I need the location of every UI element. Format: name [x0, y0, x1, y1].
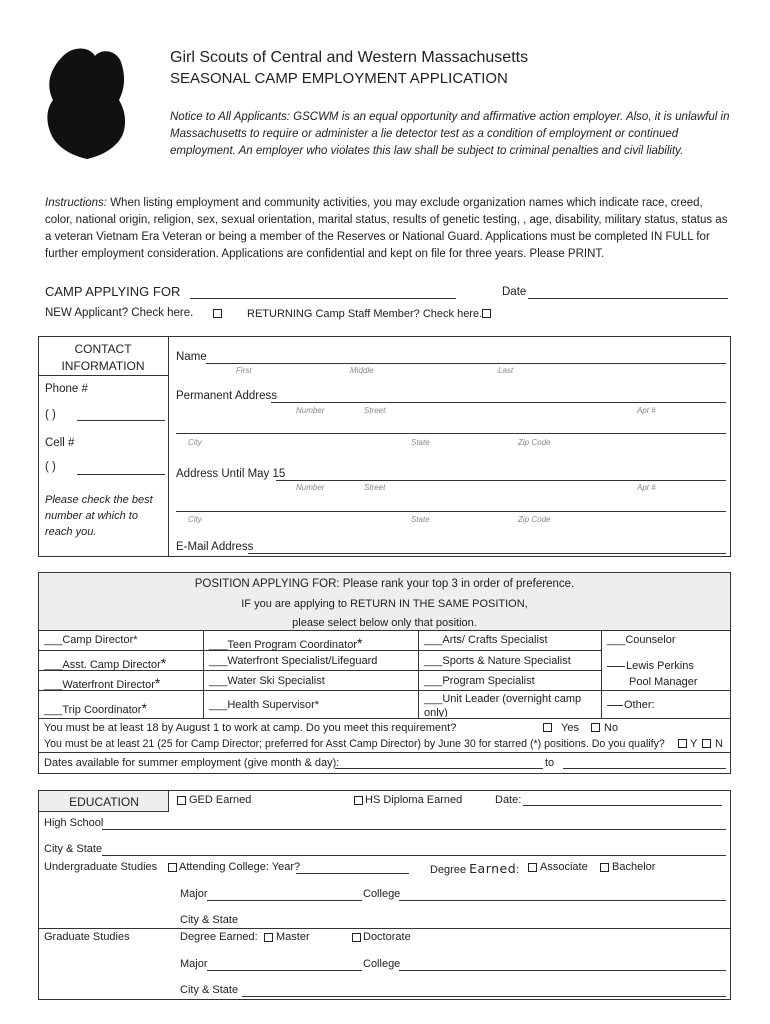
state-hint-2: State — [411, 515, 430, 524]
city-hint-2: City — [188, 515, 202, 524]
age21-y-label: Y — [690, 738, 698, 750]
contact-heading-rule — [38, 375, 168, 376]
ged-checkbox[interactable] — [177, 796, 186, 805]
option-lewis-perkins[interactable]: Lewis Perkins — [626, 660, 694, 672]
date-field[interactable] — [528, 298, 728, 299]
address-until-field[interactable] — [276, 480, 726, 481]
option-sports-nature[interactable] — [424, 655, 571, 667]
notice-text: Notice to All Applicants: GSCWM is an equal opportunity and affirmative action employer. Also, it is unlawful in Massachusetts to require or administer a lie detector test as a condition of employment or continued employment. An employer who violates this law shall be subject to criminal penalties and civil liability. — [170, 111, 730, 157]
age18-yes-checkbox[interactable] — [543, 723, 552, 732]
camp-applying-for-label: CAMP APPLYING FOR — [45, 284, 181, 299]
option-blank: ___ — [44, 679, 63, 691]
option-health-supervisor[interactable] — [209, 699, 319, 711]
undergrad-rule — [38, 928, 731, 929]
graduate-label: Graduate Studies — [44, 931, 130, 943]
option-unit-leader[interactable] — [424, 692, 584, 717]
master-label: Master — [276, 931, 310, 943]
grad-city-state-label: City & State — [180, 984, 239, 996]
option-label: Arts/ Crafts Specialist — [442, 634, 548, 646]
age18-question: You must be at least 18 by August 1 to work at camp. Do you meet this requirement? — [44, 722, 457, 734]
degree-word: Degree — [430, 864, 470, 876]
option-blank: ___ — [209, 699, 228, 711]
permanent-city-field[interactable] — [176, 433, 726, 434]
option-label: Camp Director* — [62, 634, 138, 646]
attending-year-field[interactable] — [296, 873, 409, 874]
option-blank: ___ — [44, 704, 63, 716]
form-title: SEASONAL CAMP EMPLOYMENT APPLICATION — [170, 70, 508, 87]
dates-available-label: Dates available for summer employment (give month & day): — [44, 757, 340, 769]
phone-label: Phone # — [45, 383, 88, 395]
new-applicant-label: NEW Applicant? Check here. — [45, 307, 194, 319]
new-applicant-checkbox[interactable] — [213, 309, 222, 318]
street-hint-2: Street — [364, 483, 386, 492]
option-arts-crafts[interactable] — [424, 634, 548, 646]
age21-no-checkbox[interactable] — [702, 739, 711, 748]
org-name: Girl Scouts of Central and Western Massachusetts — [170, 49, 529, 66]
ged-label: GED Earned — [189, 794, 252, 806]
doctorate-label: Doctorate — [363, 931, 411, 943]
position-rule-4 — [38, 718, 731, 719]
option-blank: ___ — [44, 659, 63, 671]
instructions-label: Instructions: — [45, 197, 107, 209]
hs-city-state-field[interactable] — [102, 855, 726, 856]
option-blank: ___ — [607, 634, 626, 646]
undergrad-city-state-label: City & State — [180, 914, 239, 926]
phone-area-code: ( ) — [45, 409, 56, 421]
instructions-paragraph — [45, 195, 730, 263]
zip-hint-2: Zip Code — [518, 515, 551, 524]
option-label: Program Specialist — [442, 675, 535, 687]
age21-question: You must be at least 21 (25 for Camp Director; preferred for Asst Camp Director) by June 30 for starred (*) positions. Do you qualify? — [44, 738, 665, 750]
undergrad-college-field[interactable] — [399, 900, 726, 901]
city-hint: City — [188, 438, 202, 447]
grad-college-field[interactable] — [399, 970, 726, 971]
name-field[interactable] — [206, 363, 726, 364]
position-heading-2: IF you are applying to RETURN IN THE SAME POSITION, — [241, 598, 528, 610]
position-heading-3: please select below only that position. — [292, 617, 477, 629]
high-school-label: High School — [44, 817, 104, 829]
position-rule-5 — [38, 752, 731, 753]
star-mark: * — [160, 655, 167, 671]
education-heading: EDUCATION — [69, 795, 139, 809]
option-teen-program-coordinator[interactable] — [209, 635, 362, 651]
age21-n-label: N — [715, 738, 723, 750]
cell-label: Cell # — [45, 437, 75, 449]
permanent-address-field[interactable] — [271, 402, 726, 403]
option-blank: ___ — [209, 655, 228, 667]
option-blank: ___ — [424, 675, 443, 687]
attending-college-label: Attending College: Year? — [179, 861, 301, 873]
option-pool-manager: Pool Manager — [629, 676, 698, 688]
contact-heading-2: INFORMATION — [61, 359, 145, 373]
first-hint: First — [236, 366, 252, 375]
doctorate-checkbox[interactable] — [352, 933, 361, 942]
position-col-3 — [601, 630, 602, 718]
date-label: Date — [502, 286, 527, 298]
option-label: Trip Coordinator — [62, 704, 142, 716]
returning-checkbox[interactable] — [482, 309, 491, 318]
undergrad-label: Undergraduate Studies — [44, 861, 158, 873]
position-rule-0 — [38, 630, 731, 631]
hs-diploma-checkbox[interactable] — [354, 796, 363, 805]
position-col-2 — [418, 630, 419, 718]
grad-college-label: College — [363, 958, 401, 970]
address-until-label: Address Until May 15 — [176, 468, 286, 480]
star-mark: * — [141, 700, 147, 716]
option-label: Sports & Nature Specialist — [442, 655, 571, 667]
best-number-note: Please check the best number at which to reach you. — [45, 494, 153, 538]
number-hint-2: Number — [296, 483, 325, 492]
grad-major-field[interactable] — [207, 970, 362, 971]
apt-hint: Apt # — [637, 406, 656, 415]
hs-diploma-label: HS Diploma Earned — [365, 794, 463, 806]
option-waterfront-director[interactable] — [44, 675, 160, 691]
option-label: Teen Program Coordinator — [227, 639, 357, 651]
associate-label: Associate — [540, 861, 588, 873]
cell-field[interactable] — [77, 474, 165, 475]
option-label: Waterfront Specialist/Lifeguard — [227, 655, 378, 667]
bachelor-label: Bachelor — [612, 861, 656, 873]
apt-hint-2: Apt # — [637, 483, 656, 492]
phone-field[interactable] — [77, 420, 165, 421]
dates-to-field[interactable] — [563, 768, 726, 769]
education-date-label: Date: — [495, 794, 522, 806]
earned-word: Earned — [469, 861, 517, 876]
age18-no-label: No — [604, 722, 619, 734]
option-camp-director[interactable] — [44, 634, 138, 646]
option-asst-camp-director[interactable] — [44, 655, 166, 671]
email-field[interactable] — [248, 553, 726, 554]
position-col-1 — [203, 630, 204, 718]
option-blank: ___ — [209, 675, 228, 687]
returning-label: RETURNING Camp Staff Member? Check here. — [247, 308, 483, 320]
permanent-address-label: Permanent Address — [176, 390, 278, 402]
position-heading-1: POSITION APPLYING FOR: Please rank your top 3 in order of preference. — [194, 578, 575, 590]
option-blank: ___ — [424, 655, 443, 667]
option-label: Asst. Camp Director — [62, 659, 161, 671]
lewis-blank — [607, 666, 625, 667]
option-label: Health Supervisor* — [227, 699, 320, 711]
age18-no-checkbox[interactable] — [591, 723, 600, 732]
last-hint: Last — [498, 366, 514, 375]
option-water-ski-specialist[interactable] — [209, 675, 325, 687]
option-waterfront-specialist[interactable] — [209, 655, 377, 667]
grad-major-label: Major — [180, 958, 208, 970]
age18-yes-label: Yes — [561, 722, 579, 734]
high-school-field[interactable] — [102, 829, 726, 830]
associate-checkbox[interactable] — [528, 863, 537, 872]
number-hint: Number — [296, 406, 325, 415]
undergrad-college-label: College — [363, 888, 401, 900]
option-trip-coordinator[interactable] — [44, 700, 147, 716]
contact-heading-1: CONTACT — [74, 342, 132, 356]
dates-from-field[interactable] — [335, 768, 543, 769]
street-hint: Street — [364, 406, 386, 415]
undergrad-major-label: Major — [180, 888, 208, 900]
star-mark: * — [356, 635, 363, 651]
address-until-city-field[interactable] — [176, 511, 726, 512]
option-other[interactable]: Other: — [624, 699, 655, 711]
hs-city-state-label: City & State — [44, 843, 103, 855]
degree-earned-label: Degree Earned: — [430, 861, 520, 876]
trefoil-logo — [45, 48, 127, 160]
bachelor-checkbox[interactable] — [600, 863, 609, 872]
grad-degree-earned-label: Degree Earned: — [180, 931, 258, 943]
zip-hint: Zip Code — [518, 438, 551, 447]
option-label: Water Ski Specialist — [227, 675, 325, 687]
star-mark: * — [154, 675, 161, 691]
option-counselor[interactable] — [607, 634, 676, 646]
option-label: Unit Leader (overnight camp only) — [424, 693, 582, 717]
name-label: Name — [176, 351, 207, 363]
state-hint: State — [411, 438, 430, 447]
camp-applying-for-field[interactable] — [190, 298, 456, 299]
option-label: Waterfront Director — [62, 679, 155, 691]
middle-hint: Middle — [350, 366, 374, 375]
master-checkbox[interactable] — [264, 933, 273, 942]
other-blank — [607, 705, 623, 706]
option-program-specialist[interactable] — [424, 675, 535, 687]
option-blank: ___ — [44, 634, 63, 646]
contact-divider — [168, 336, 169, 557]
age21-yes-checkbox[interactable] — [678, 739, 687, 748]
email-label: E-Mail Address — [176, 541, 254, 553]
option-blank: ___ — [209, 639, 228, 651]
cell-area-code: ( ) — [45, 461, 56, 473]
education-date-field[interactable] — [523, 805, 722, 806]
dates-to-label: to — [545, 757, 555, 769]
grad-city-state-field[interactable] — [242, 996, 726, 997]
attending-college-checkbox[interactable] — [168, 863, 177, 872]
option-label: Counselor — [625, 634, 676, 646]
option-blank: ___ — [424, 693, 443, 705]
instructions-text: When listing employment and community activities, you may exclude organization names which indicate race, creed, color, national origin, religion, sex, sexual orientation, marital status, results of genetic testing, , age, disability, military status, status as a veteran Vietnam Era Veteran or being a member of the Reserves or National Guard. Applications must be completed IN FULL for further employment consideration. Applications are confidential and kept on file for three years. Please PRINT. — [45, 197, 728, 260]
undergrad-major-field[interactable] — [207, 900, 362, 901]
option-blank: ___ — [424, 634, 443, 646]
